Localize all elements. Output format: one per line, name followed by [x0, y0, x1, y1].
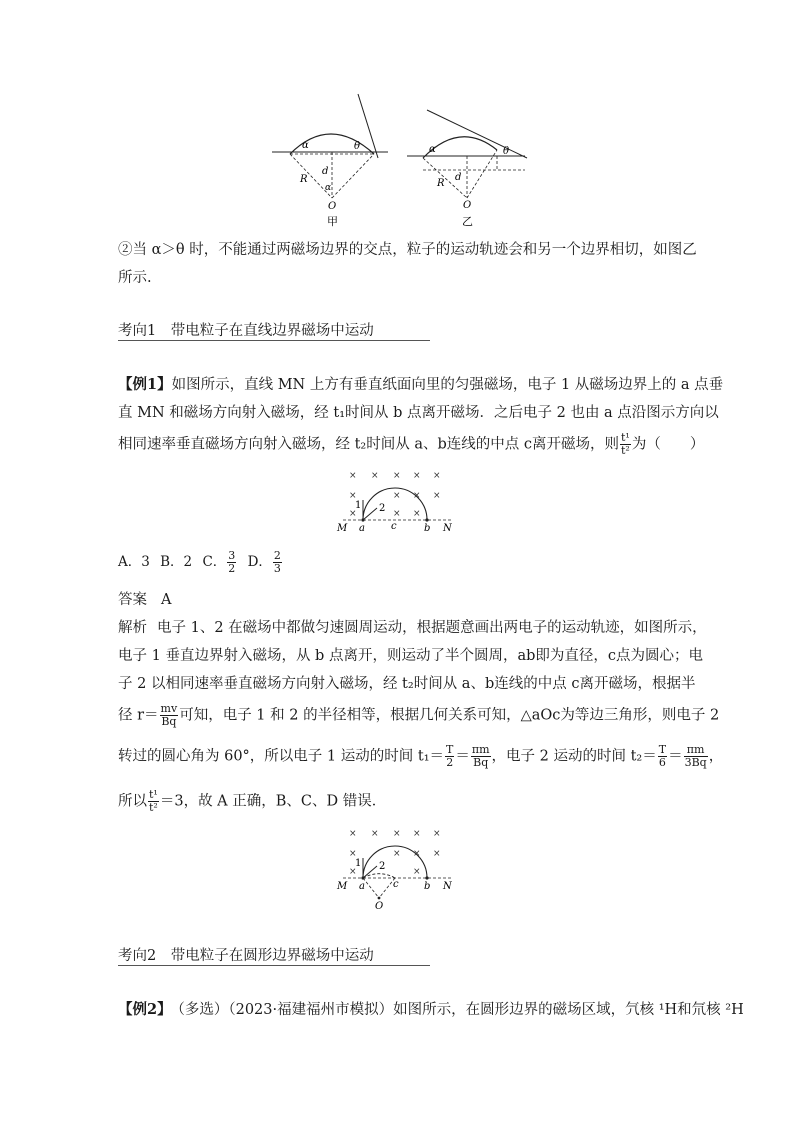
ratio-fraction: $\frac{\text{t¹}}{\text{t²}}$	[621, 431, 630, 457]
example-2-text: （多选）（2023·福建福州市模拟）如图所示，在圆形边界的磁场区域，氕核 ¹H和氘核 ²H	[177, 1002, 744, 1018]
label-M: M	[337, 881, 348, 892]
analysis-line-1: 解析 电子 1、2 在磁场中都做匀速圆周运动，根据题意画出两电子的运动轨迹，如图所示，	[118, 620, 707, 636]
example-2-label: 【例2】	[118, 1001, 172, 1018]
intro-line-1: ②当 α＞θ 时，不能通过两磁场边界的交点，粒子的运动轨迹会和另一个边界相切，如图乙	[118, 242, 697, 258]
svg-text:×: ×	[433, 471, 441, 481]
svg-text:×: ×	[349, 509, 357, 519]
label-N: N	[443, 523, 452, 534]
label-b: b	[424, 523, 431, 534]
label-1: 1	[355, 858, 362, 869]
ratio-fraction-answer: $\frac{\text{t¹}}{\text{t²}}$	[149, 788, 158, 814]
label-N: N	[443, 881, 452, 892]
label-2: 2	[379, 503, 386, 514]
svg-text:×: ×	[433, 829, 441, 839]
analysis-line-4: 径 r＝ $\frac{mv}{Bq}$ 可知，电子 1 和 2 的半径相等，根据几何关系可知，△aOc为等边三角形，则电子 2	[118, 702, 720, 728]
label-b: b	[424, 881, 431, 892]
svg-text:×: ×	[393, 509, 401, 519]
svg-text:×: ×	[413, 471, 421, 481]
figure-example-1-answer	[335, 824, 460, 910]
label-alpha-2: α	[325, 183, 332, 193]
svg-text:×: ×	[433, 491, 441, 501]
svg-text:×: ×	[349, 471, 357, 481]
section-1-title: 考向1 带电粒子在直线边界磁场中运动	[118, 323, 374, 339]
caption-jia: 甲	[327, 215, 338, 227]
example-1-line-3	[118, 432, 704, 457]
svg-text:×: ×	[393, 491, 401, 501]
section-2-rule	[118, 965, 430, 966]
svg-text:×: ×	[413, 829, 421, 839]
label-a: a	[359, 523, 365, 534]
example-1-text-3: 相同速率垂直磁场方向射入磁场，经 t₂时间从 a、b连线的中点 c离开磁场，则	[118, 436, 620, 453]
example-1-tail: 为（ ）	[631, 436, 705, 453]
section-1-rule	[118, 340, 430, 341]
svg-text:×: ×	[413, 867, 421, 877]
label-d: d	[455, 172, 462, 183]
svg-text:×: ×	[371, 471, 379, 481]
answer-label: 答案	[118, 592, 147, 608]
svg-text:×: ×	[371, 829, 379, 839]
figure-jia	[270, 92, 390, 227]
svg-text:×: ×	[413, 849, 421, 859]
analysis-line-2: 电子 1 垂直边界射入磁场，从 b 点离开，则运动了半个圆周，ab即为直径，c点为圆心；电	[118, 648, 703, 664]
svg-text:×: ×	[413, 509, 421, 519]
option-b[interactable]: B．2	[160, 554, 193, 570]
analysis-line-5: 转过的圆心角为 60°，所以电子 1 运动的时间 t₁＝ $\frac{T}{2}$ ＝ $\frac{\pi m}{Bq}$ ，电子 2 运动的时间 t₂＝ $\frac{T}{6}$ ＝ $\frac{\pi m}{3Bq}$ ，	[118, 743, 724, 769]
label-R: R	[437, 178, 445, 189]
figure-example-1	[335, 466, 460, 534]
example-1-line-1	[118, 373, 723, 394]
svg-text:×: ×	[349, 829, 357, 839]
svg-text:×: ×	[393, 829, 401, 839]
example-1-text-1: 如图所示，直线 MN 上方有垂直纸面向里的匀强磁场，电子 1 从磁场边界上的 a 点垂	[171, 377, 724, 393]
example-1-line-2: 直 MN 和磁场方向射入磁场，经 t₁时间从 b 点离开磁场．之后电子 2 也由 a 点沿图示方向以	[118, 405, 719, 421]
option-a[interactable]: A．3	[118, 554, 150, 570]
label-O: O	[375, 901, 384, 910]
label-1: 1	[355, 500, 362, 511]
label-c: c	[391, 521, 397, 532]
label-O: O	[463, 200, 472, 211]
option-c[interactable]: C． $\frac{3}{2}$	[202, 549, 236, 575]
svg-text:×: ×	[349, 491, 357, 501]
label-a: a	[359, 881, 365, 892]
svg-text:×: ×	[349, 849, 357, 859]
label-M: M	[337, 523, 348, 534]
label-R: R	[300, 174, 308, 185]
svg-text:×: ×	[393, 849, 401, 859]
label-c: c	[393, 879, 399, 890]
caption-yi: 乙	[462, 215, 473, 227]
label-alpha: α	[302, 140, 309, 151]
svg-text:×: ×	[349, 867, 357, 877]
example-2-line-1	[118, 998, 744, 1019]
example-1-label: 【例1】	[118, 376, 172, 393]
example-1-options	[118, 550, 283, 575]
label-2: 2	[379, 861, 386, 872]
label-theta: θ	[503, 146, 510, 157]
radius-fraction: $\frac{mv}{Bq}$	[160, 702, 178, 728]
analysis-line-6: 所以 $\frac{\text{t¹}}{\text{t²}}$ ＝3，故 A 正确，B、C、D 错误．	[118, 788, 387, 814]
option-d[interactable]: D． $\frac{2}{3}$	[247, 549, 281, 575]
svg-text:×: ×	[393, 471, 401, 481]
svg-text:×: ×	[413, 491, 421, 501]
label-O: O	[328, 201, 337, 212]
figure-yi	[405, 104, 530, 227]
label-theta: θ	[354, 141, 361, 152]
section-2-title: 考向2 带电粒子在圆形边界磁场中运动	[118, 948, 374, 964]
analysis-line-3: 子 2 以相同速率垂直磁场方向射入磁场，经 t₂时间从 a、b连线的中点 c离开磁场，根据半	[118, 676, 696, 692]
answer-value: A	[161, 592, 172, 608]
label-alpha: α	[429, 144, 436, 155]
label-d: d	[322, 166, 329, 177]
analysis-label: 解析	[118, 620, 147, 636]
intro-line-2: 所示.	[118, 270, 152, 286]
svg-text:×: ×	[433, 849, 441, 859]
answer-line	[118, 588, 171, 609]
